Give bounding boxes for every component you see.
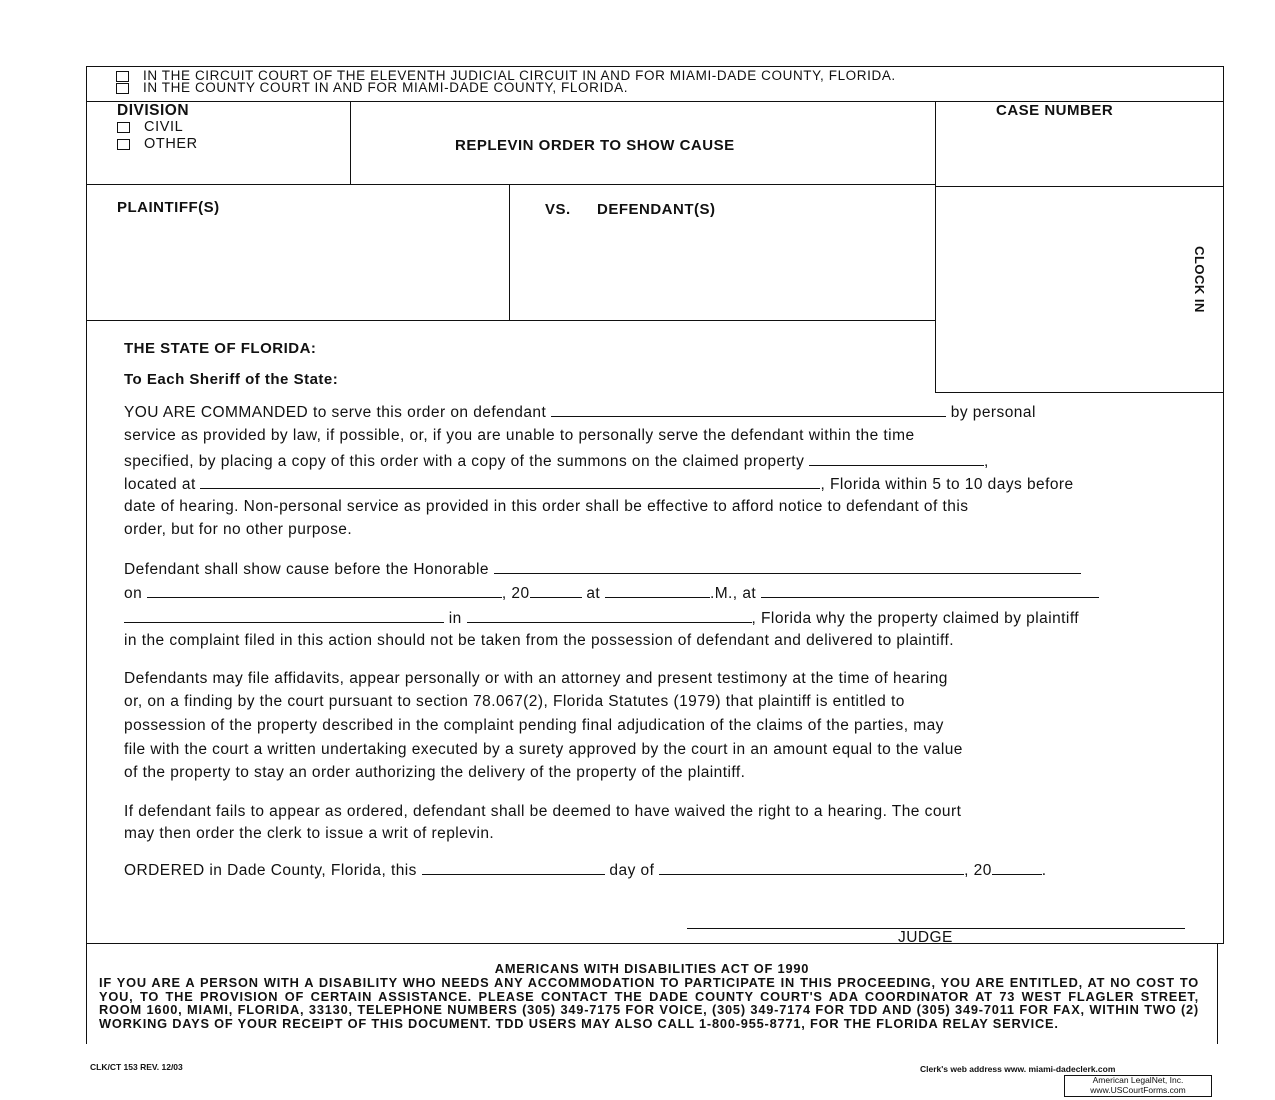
clerk-web-address: Clerk's web address www. miami-dadeclerk.com	[920, 1064, 1116, 1074]
hearing-time-field[interactable]	[605, 583, 710, 598]
defendant-name-field[interactable]	[551, 402, 946, 417]
sheriff-heading: To Each Sheriff of the State:	[124, 371, 339, 388]
hearing-city-field[interactable]	[467, 608, 752, 623]
order-year-field[interactable]	[992, 860, 1042, 875]
paragraph-line: Defendants may file affidavits, appear personally or with an attorney and present testimony at the time of hearing	[124, 670, 948, 687]
paragraph-line: in the complaint filed in this action should not be taken from the possession of defendant and delivered to plaintiff.	[124, 632, 955, 649]
state-heading: THE STATE OF FLORIDA:	[124, 340, 317, 357]
claimed-property-field[interactable]	[809, 451, 984, 466]
division-other-option	[117, 136, 198, 152]
hearing-date-field[interactable]	[147, 583, 502, 598]
body-text: .M., at	[709, 585, 757, 602]
civil-checkbox[interactable]	[117, 122, 130, 133]
body-text: ,	[984, 453, 989, 470]
case-number-label: CASE NUMBER	[996, 102, 1114, 119]
civil-label: CIVIL	[144, 119, 184, 135]
body-text: , 20	[501, 585, 530, 602]
ada-notice	[86, 944, 1218, 1044]
body-text: .	[1041, 862, 1047, 879]
body-text: specified, by placing a copy of this order with a copy of the summons on the claimed property	[124, 453, 805, 470]
body-text: , Florida within 5 to 10 days before	[820, 476, 1074, 493]
plaintiff-label: PLAINTIFF(S)	[117, 199, 220, 216]
divider	[935, 186, 1224, 187]
division-label: DIVISION	[117, 102, 190, 119]
paragraph-line	[124, 583, 1099, 603]
paragraph-line: may then order the clerk to issue a writ of replevin.	[124, 825, 495, 842]
paragraph-line	[124, 451, 989, 471]
paragraph-line: file with the court a written undertaking executed by a surety approved by the court in an amount equal to the value	[124, 741, 963, 758]
paragraph-line: of the property to stay an order authorizing the delivery of the property of the plaintiff.	[124, 764, 746, 781]
divider	[86, 184, 936, 185]
body-text: on	[124, 585, 143, 602]
hearing-year-field[interactable]	[530, 583, 582, 598]
ada-title: AMERICANS WITH DISABILITIES ACT OF 1990	[494, 961, 810, 976]
vs-label: VS.	[545, 201, 571, 218]
other-label: OTHER	[144, 136, 198, 152]
body-text: day of	[609, 862, 655, 879]
form-title: REPLEVIN ORDER TO SHOW CAUSE	[455, 137, 735, 154]
paragraph-line	[124, 559, 1081, 579]
divider	[935, 392, 1224, 393]
paragraph-line: order, but for no other purpose.	[124, 521, 353, 538]
judge-label: JUDGE	[898, 929, 953, 946]
paragraph-line	[124, 474, 1074, 494]
body-text: Defendant shall show cause before the Honorable	[124, 561, 489, 578]
body-text: YOU ARE COMMANDED to serve this order on defendant	[124, 404, 547, 421]
body-text: in	[448, 610, 462, 627]
paragraph-line: possession of the property described in the complaint pending final adjudication of the claims of the parties, may	[124, 717, 944, 734]
property-location-field[interactable]	[200, 474, 820, 489]
hearing-location-field[interactable]	[761, 583, 1099, 598]
body-text: at	[586, 585, 601, 602]
stamp-line: American LegalNet, Inc.	[1092, 1075, 1184, 1085]
defendant-label: DEFENDANT(S)	[597, 201, 716, 218]
form-id: CLK/CT 153 REV. 12/03	[90, 1062, 183, 1072]
body-text: , 20	[964, 862, 992, 879]
ada-text: IF YOU ARE A PERSON WITH A DISABILITY WHO NEEDS ANY ACCOMMODATION TO PARTICIPATE IN THIS PROCEEDING, YOU ARE ENTITLED, AT NO COST TO YOU, TO THE PROVISION OF CERTAIN ASSISTANCE. PLEASE CONTACT THE DADE COUNTY COURT'S ADA COORDINATOR AT 73 WEST FLAGLER STREET, ROOM 1600, MIAMI, FLORIDA, 33130, TELEPHONE NUMBERS (305) 349-7175 FOR VOICE, (305) 349-7174 FOR TDD AND (305) 349-7011 FOR FAX, WITHIN TWO (2) WORKING DAYS OF YOUR RECEIPT OF THIS DOCUMENT. TDD USERS MAY ALSO CALL 1-800-955-8771, FOR THE FLORIDA RELAY SERVICE.	[99, 975, 1199, 1031]
paragraph-line	[124, 608, 1079, 628]
paragraph-line: date of hearing. Non-personal service as provided in this order shall be effective to afford notice to defendant of this	[124, 498, 969, 515]
paragraph-line: If defendant fails to appear as ordered, defendant shall be deemed to have waived the right to a hearing. The court	[124, 803, 962, 820]
stamp-line: www.USCourtForms.com	[1090, 1084, 1186, 1095]
paragraph-line	[124, 402, 1036, 422]
divider	[350, 101, 351, 184]
circuit-court-label: IN THE CIRCUIT COURT OF THE ELEVENTH JUDICIAL CIRCUIT IN AND FOR MIAMI-DADE COUNTY, FLORIDA.	[143, 68, 896, 83]
stamp	[1064, 1075, 1212, 1097]
order-month-field[interactable]	[659, 860, 964, 875]
divider	[935, 101, 936, 393]
paragraph-line: service as provided by law, if possible, or, if you are unable to personally serve the defendant within the time	[124, 427, 915, 444]
division-civil-option	[117, 119, 183, 135]
hearing-room-field[interactable]	[124, 608, 444, 623]
county-court-label: IN THE COUNTY COURT IN AND FOR MIAMI-DADE COUNTY, FLORIDA.	[143, 80, 629, 95]
county-court-option	[116, 80, 628, 95]
judge-name-field[interactable]	[494, 559, 1081, 574]
body-text: located at	[124, 476, 196, 493]
body-text: by personal	[950, 404, 1036, 421]
other-checkbox[interactable]	[117, 139, 130, 150]
paragraph-line: or, on a finding by the court pursuant to section 78.067(2), Florida Statutes (1979) that plaintiff is entitled to	[124, 693, 905, 710]
divider	[86, 320, 936, 321]
divider	[509, 184, 510, 321]
clock-in-label: CLOCK IN	[1191, 246, 1207, 313]
order-day-field[interactable]	[422, 860, 605, 875]
body-text: ORDERED in Dade County, Florida, this	[124, 862, 417, 879]
county-court-checkbox[interactable]	[116, 83, 129, 94]
body-text: , Florida why the property claimed by plaintiff	[751, 610, 1080, 627]
paragraph-line	[124, 860, 1047, 880]
